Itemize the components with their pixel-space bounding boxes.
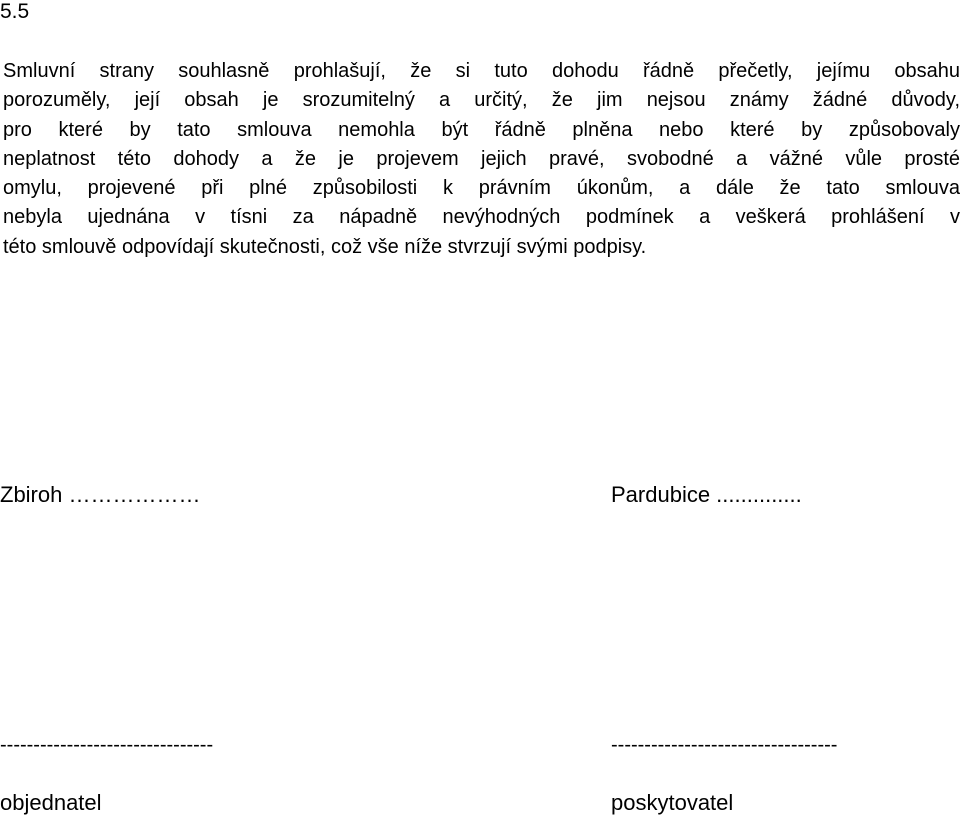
signature-line-left: -------------------------------- bbox=[0, 734, 214, 756]
signature-place-right: Pardubice .............. bbox=[611, 482, 802, 507]
signature-place-left: Zbiroh ……………… bbox=[0, 482, 201, 507]
paragraph-line: porozuměly, její obsah je srozumitelný a určitý, že jim nejsou známy žádné důvody, bbox=[3, 89, 960, 112]
paragraph-line: omylu, projevené při plné způsobilosti k právním úkonům, a dále že tato smlouva bbox=[3, 177, 960, 200]
paragraph-line: této smlouvě odpovídají skutečnosti, což vše níže stvrzují svými podpisy. bbox=[3, 235, 647, 258]
paragraph-line: neplatnost této dohody a že je projevem jejich pravé, svobodné a vážné vůle prosté bbox=[3, 147, 960, 170]
section-number: 5.5 bbox=[0, 0, 30, 23]
declaration-paragraph bbox=[3, 57, 960, 262]
signature-label-provider: poskytovatel bbox=[611, 790, 734, 815]
paragraph-line: Smluvní strany souhlasně prohlašují, že si tuto dohodu řádně přečetly, jejímu obsahu bbox=[3, 60, 960, 82]
paragraph-line: nebyla ujednána v tísni za nápadně nevýhodných podmínek a veškerá prohlášení v bbox=[3, 206, 960, 229]
signature-label-client: objednatel bbox=[0, 790, 102, 815]
paragraph-line: pro které by tato smlouva nemohla být řádně plněna nebo které by způsobovaly bbox=[3, 118, 960, 141]
signature-line-right: ---------------------------------- bbox=[611, 734, 838, 756]
